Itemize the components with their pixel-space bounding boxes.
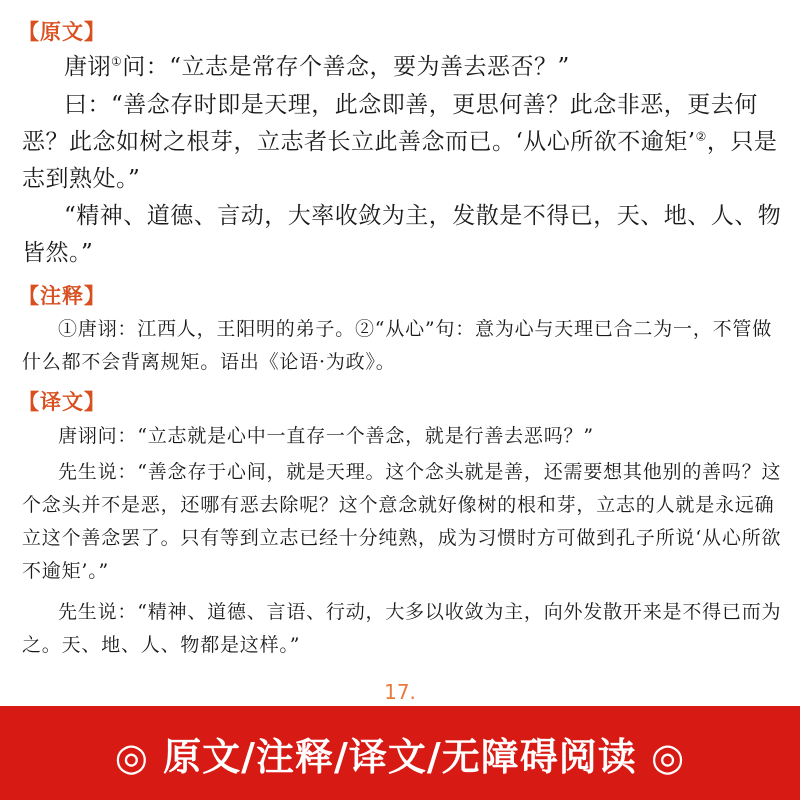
notes-label: 【注释】 [18,284,106,308]
footnote-ref-2: ② [695,129,707,144]
original-paragraph-2-start: 曰：“善念存时即是天理，此念即善，更思何善？此念非恶，更去何恶？此念如树之根芽，立志者长立此善念而已。‘从心所欲不逾矩’ [22,92,758,155]
promo-banner [0,706,800,800]
translation-label: 【译文】 [18,390,106,414]
footnote-ref-1: ① [111,54,123,69]
translation-paragraph-1: 唐诩问：“立志就是心中一直存一个善念，就是行善去恶吗？” [58,425,594,447]
translation-paragraph-2: 先生说：“善念存于心间，就是天理。这个念头就是善，还需要想其他别的善吗？这个念头并不是恶，还哪有恶去除呢？这个意念就好像树的根和芽，立志的人就是永远确立这个善念罢了。只有等到立志已经十分纯熟，成为习惯时方可做到孔子所说‘从心所欲不逾矩’。” [22,461,782,582]
original-paragraph-3: “精神、道德、言动，大率收敛为主，发散是不得已，天、地、人、物皆然。” [22,203,782,266]
banner-text: ◎ 原文/注释/译文/无障碍阅读 ◎ [114,734,686,779]
translation-paragraph-3: 先生说：“精神、道德、言语、行动，大多以收敛为主，向外发散开来是不得已而为之。天、地、人、物都是这样。” [22,601,782,656]
original-paragraph-2 [22,87,782,198]
original-text-label: 【原文】 [18,20,106,44]
original-paragraph-2-end: ，只是志到熟处。” [22,129,778,192]
notes-paragraph: ①唐诩：江西人，王阳明的弟子。②“从心”句：意为心与天理已合二为一，不管做什么都不会背离规矩。语出《论语·为政》。 [22,318,773,373]
original-paragraph-1 [22,49,782,86]
page-number: 17. [384,680,416,704]
original-paragraph-1-start: 唐诩 [64,54,111,80]
original-paragraph-1-end: 问：“立志是常存个善念，要为善去恶否？” [122,54,570,80]
